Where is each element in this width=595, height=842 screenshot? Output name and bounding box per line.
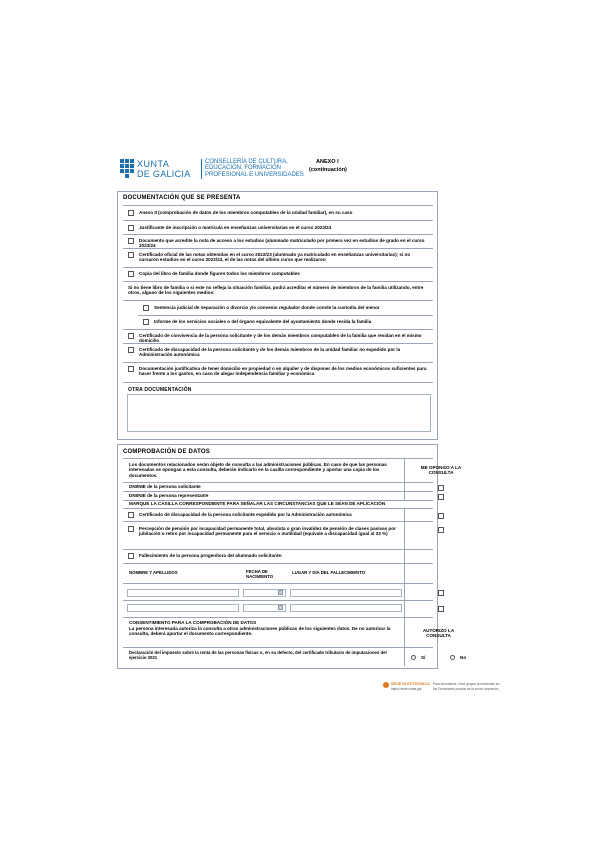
doc-subitem-social-services: Informe de los servicios sociales o del órgano equivalente del ayuntamiento donde resida la familia xyxy=(154,319,372,324)
calendar-icon[interactable] xyxy=(278,605,283,610)
circ-disability-cert: Certificado de discapacidad de la persona solicitante expedido por la Administración autonómica xyxy=(139,512,352,517)
authorize-no-label: No xyxy=(460,655,467,660)
doc-checkbox-independence[interactable] xyxy=(128,366,134,372)
dni-representative-label: DNI/NIE de la persona representante xyxy=(129,493,209,498)
deceased-name-input-1[interactable] xyxy=(127,589,239,597)
doc-item-independence: Documentación justificativa de tener domicilio en propiedad o en alquiler y de disponer de los medios económicos suficientes para hacer frente a los gastos, en caso de alegar independencia familiar y económica xyxy=(139,366,427,377)
calendar-icon[interactable] xyxy=(278,590,283,595)
circ-checkbox-deceased[interactable] xyxy=(128,553,134,559)
documentation-title: DOCUMENTACIÓN QUE SE PRESENTA xyxy=(123,195,241,201)
logo-divider xyxy=(201,159,202,179)
authorize-yes-label: Sí xyxy=(421,655,426,660)
doc-checkbox-family-book[interactable] xyxy=(128,271,134,277)
doc-checkbox-social-services[interactable] xyxy=(143,319,149,325)
annex-title: ANEXO I xyxy=(316,159,339,165)
sede-badge-label: SEDE ELECTRÓNICA xyxy=(391,682,430,686)
authorize-no-radio[interactable] xyxy=(450,655,455,660)
deceased-place-input-2[interactable] xyxy=(290,604,402,612)
doc-checkbox-access-grade[interactable] xyxy=(128,238,134,244)
consent-title: CONSENTIMIENTO PARA LA COMPROBACIÓN DE DATOS xyxy=(129,620,257,625)
department-line-2: EDUCACIÓN, FORMACIÓN xyxy=(205,165,282,172)
annex-subtitle: (continuación) xyxy=(309,167,347,173)
doc-checkbox-official-grades[interactable] xyxy=(128,252,134,258)
oppose-checkbox-dni-representative[interactable] xyxy=(438,494,444,500)
verification-intro: Los documentos relacionados serán objeto de consulta a las administraciones públicas. En caso de que las personas interesadas se opongan a esta consulta, deberán indicarlo en la casilla correspondiente y aportar una copia de los documentos. xyxy=(129,462,387,478)
logo-line-1: XUNTA xyxy=(137,159,170,169)
doc-item-access-grade: Documento que acredite la nota de acceso a los estudios (alumnado matriculado por primera vez en estudios de grado en el curso 2023/24 xyxy=(139,238,425,249)
footer-note xyxy=(433,682,499,691)
deceased-name-input-2[interactable] xyxy=(127,604,239,612)
department-name xyxy=(205,159,304,178)
family-book-note: Si no tiene libro de familia o si este no refleja la situación familiar, podrá acreditar el número de miembros de la familia utilizando, entre otros, alguno de los siguientes medios: xyxy=(128,285,424,296)
doc-checkbox-cohabitation[interactable] xyxy=(128,333,134,339)
oppose-header: ME OPONGO A LA CONSULTA xyxy=(420,465,462,476)
doc-item-enrollment: Justificante de inscripción o matrícula en enseñanzas universitarias en el curso 2023/24 xyxy=(139,225,332,230)
xunta-emblem-icon xyxy=(120,159,134,179)
footer-note-line-2: los Formularios propios de la xunta. Impresión xyxy=(433,686,499,691)
doc-item-disability: Certificado de discapacidad de la persona solicitante y de los demás miembros de la unidad familiar no expedido por la Administración autonómica xyxy=(139,347,401,358)
doc-item-family-book: Copia del libro de familia donde figuren todos los miembros computables xyxy=(139,271,300,276)
other-documentation-field[interactable] xyxy=(127,394,431,432)
dni-applicant-label: DNI/NIE de la persona solicitante xyxy=(129,484,201,489)
oppose-checkbox-disability-cert[interactable] xyxy=(438,513,444,519)
authorize-header: AUTORIZO LA CONSULTA xyxy=(422,628,455,639)
doc-item-official-grades: Certificado oficial de las notas obtenidas en el curso 2022/23 (alumnado ya matriculado en enseñanzas universitarias); si no cursaron estudios en el curso 2022/23, el de las notas del último curso que realizaron xyxy=(139,252,411,263)
col-birthdate-header xyxy=(246,569,273,579)
circ-deceased: Fallecimiento de la persona progenitora del alumnado solicitante: xyxy=(139,553,283,558)
doc-checkbox-annex-ii[interactable] xyxy=(128,210,134,216)
doc-item-annex-ii: Anexo II (comprobación de datos de los miembros computables de la unidad familiar), en su caso xyxy=(139,210,353,215)
circ-checkbox-disability-cert[interactable] xyxy=(128,512,134,518)
logo-line-2: DE GALICIA xyxy=(137,169,191,179)
doc-checkbox-court-ruling[interactable] xyxy=(143,305,149,311)
xunta-logo xyxy=(120,158,200,180)
authorize-yes-radio[interactable] xyxy=(411,655,416,660)
data-verification-title: COMPROBACIÓN DE DATOS xyxy=(123,449,210,455)
doc-item-cohabitation: Certificado de convivencia de la persona solicitante y de los demás miembros computables de la familia que residan en el mismo domicilio xyxy=(139,333,422,344)
footer-note-line-1: Para formularios, otros grupos provenientes en xyxy=(433,682,500,686)
col-death-header: LUGAR Y DÍA DEL FALLECIMIENTO xyxy=(292,570,366,575)
doc-subitem-court-ruling: Sentencia judicial de separación o divorcio y/o convenio regulador donde conste la custodia del menor xyxy=(154,305,380,310)
circ-pension: Percepción de pensión por incapacidad permanente total, absoluta o gran invalidez de pensión de clases pasivas por jubilación o retiro por incapacidad permanente para el servicio o inutilidad (equivale a discapacidad igual al 33 %) xyxy=(139,526,396,537)
doc-checkbox-disability[interactable] xyxy=(128,347,134,353)
oppose-checkbox-dni-applicant[interactable] xyxy=(438,485,444,491)
col-birthdate-line-2: NACIMIENTO xyxy=(246,574,274,580)
oppose-checkbox-deceased-1[interactable] xyxy=(438,590,444,596)
deceased-place-input-1[interactable] xyxy=(290,589,402,597)
col-name-header: NOMBRE Y APELLIDOS xyxy=(129,570,178,575)
tax-declaration-label: Declaración del impuesto sobre la renta de las personas físicas o, en su defecto, del certificado tributario de imputaciones del ejercicio 2021 xyxy=(129,650,387,661)
other-documentation-label: OTRA DOCUMENTACIÓN xyxy=(128,387,192,393)
consent-text: La persona interesada autoriza la consulta a otras administraciones públicas de los siguientes datos. De no autorizar la consulta, deberá aportar el documento correspondiente. xyxy=(129,626,391,637)
doc-checkbox-enrollment[interactable] xyxy=(128,225,134,231)
department-line-1: CONSELLERÍA DE CULTURA, xyxy=(205,159,288,165)
mark-circumstances-header: MARQUE LA CASILLA CORRESPONDIENTE PARA SEÑALAR LAS CIRCUNSTANCIAS QUE LE SEAN DE APLICACIÓN xyxy=(129,501,386,506)
oppose-checkbox-pension[interactable] xyxy=(438,527,444,533)
sede-icon xyxy=(383,682,389,688)
col-birthdate-line-1: FECHA DE xyxy=(246,569,268,574)
sede-url: https://sede.xunta.gal xyxy=(391,687,422,691)
circ-checkbox-pension[interactable] xyxy=(128,526,134,532)
oppose-checkbox-deceased-2[interactable] xyxy=(438,606,444,612)
department-line-3: PROFESIONAL E UNIVERSIDADES xyxy=(205,171,304,178)
